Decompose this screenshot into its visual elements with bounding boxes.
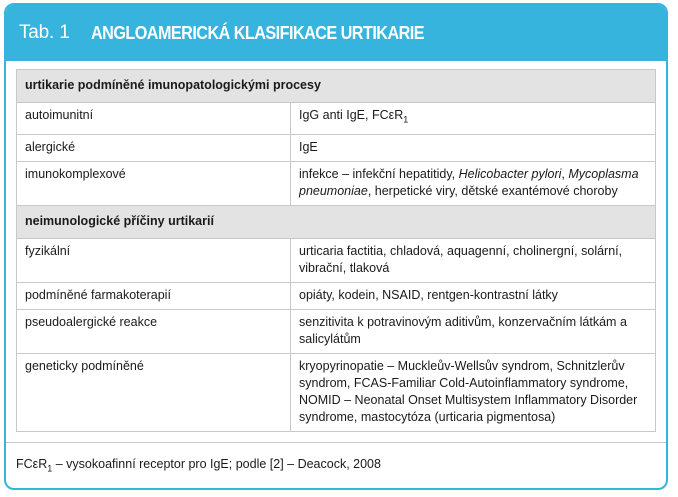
urticaria-type-cell: podmíněné farmakoterapií — [17, 282, 291, 309]
cause-cell — [291, 282, 656, 309]
text-fragment: kryopyrinopatie – Muckleův-Wellsův syndrom, Schnitzlerův syndrom, FCAS-Familiar Cold-Autoinflammatory syndrome, NOMID – Neonatal Onset Multisystem Inflammatory Disorder syndrome, mastocytóza (urticaria pigmentosa) — [299, 358, 638, 424]
table-row — [17, 161, 656, 205]
urticaria-type-cell: imunokomplexové — [17, 161, 291, 205]
text-fragment: – vysokoafinní receptor pro IgE; podle [2] – Deacock, 2008 — [52, 456, 381, 471]
urticaria-type-cell: geneticky podmíněné — [17, 353, 291, 431]
table-row — [17, 282, 656, 309]
urticaria-type-cell: alergické — [17, 134, 291, 161]
text-fragment: infekce – infekční hepatitidy, — [299, 166, 459, 181]
text-fragment: IgE — [299, 139, 318, 154]
text-fragment: FCεR — [16, 456, 48, 471]
footnote — [16, 443, 656, 474]
cause-cell — [291, 134, 656, 161]
section-title: urtikarie podmíněné imunopatologickými procesy — [17, 70, 656, 103]
urticaria-type-cell: pseudoalergické reakce — [17, 309, 291, 353]
section-row — [17, 205, 656, 238]
text-fragment: 1 — [47, 463, 53, 473]
table-title: ANGLOAMERICKÁ KLASIFIKACE URTIKARIE — [91, 22, 424, 43]
classification-table — [16, 69, 656, 432]
text-fragment: opiáty, kodein, NSAID, rentgen-kontrastní látky — [299, 287, 558, 302]
urticaria-type-cell: fyzikální — [17, 238, 291, 282]
text-fragment: Mycoplasma pneumoniae — [299, 166, 639, 198]
text-fragment: , — [561, 166, 569, 181]
table-header — [6, 5, 666, 61]
table-frame — [4, 3, 668, 490]
table-row — [17, 309, 656, 353]
table-row — [17, 353, 656, 431]
table-number: Tab. 1 — [19, 22, 70, 43]
text-fragment: senzitivita k potravinovým aditivům, konzervačním látkám a salicylátům — [299, 314, 627, 346]
urticaria-type-cell: autoimunitní — [17, 103, 291, 135]
table-row — [17, 134, 656, 161]
text-fragment: 1 — [403, 114, 409, 125]
section-title: neimunologické příčiny urtikarií — [17, 205, 656, 238]
text-fragment: Helicobacter pylori — [458, 166, 562, 181]
cause-cell — [291, 161, 656, 205]
text-fragment: , herpetické viry, dětské exantémové choroby — [367, 183, 618, 198]
cause-cell — [291, 309, 656, 353]
text-fragment: IgG anti IgE, FCεR — [299, 108, 404, 122]
table-row — [17, 238, 656, 282]
cause-cell — [291, 238, 656, 282]
cause-cell — [291, 103, 656, 135]
table-row — [17, 103, 656, 135]
section-row — [17, 70, 656, 103]
text-fragment: urticaria factitia, chladová, aquagenní, cholinergní, solární, vibrační, tlaková — [299, 243, 623, 275]
table-body — [6, 61, 666, 473]
cause-cell — [291, 353, 656, 431]
